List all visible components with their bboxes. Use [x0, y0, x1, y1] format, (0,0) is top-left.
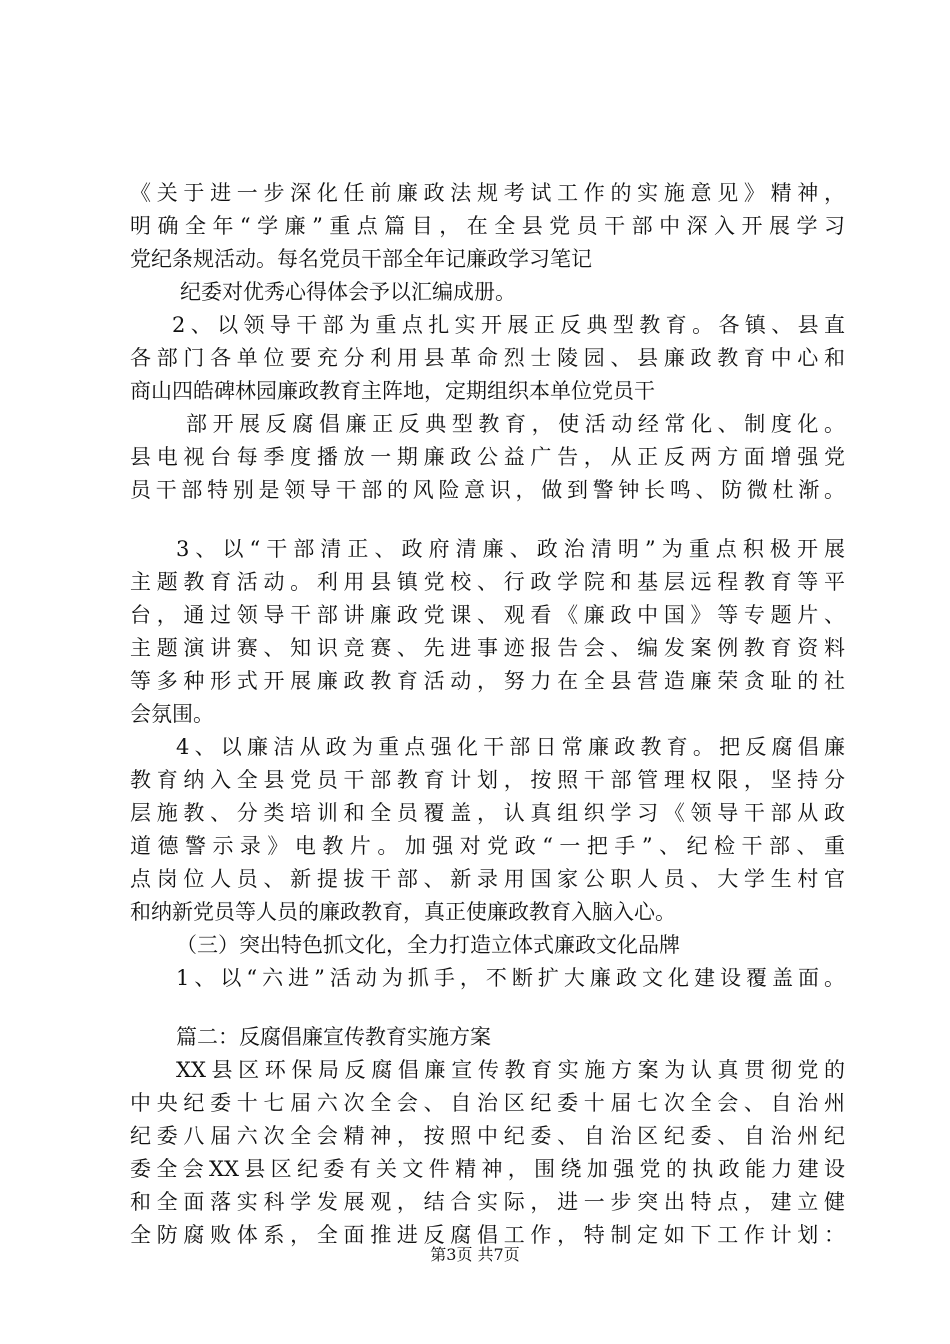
text-line: 会氛围。 [130, 702, 214, 726]
text-line: 商山四皓碑林园廉政教育主阵地，定期组织本单位党员干 [130, 379, 655, 403]
text-line: 和纳新党员等人员的廉政教育，真正使廉政教育入脑入心。 [130, 900, 676, 924]
text-line: 和全面落实科学发展观，结合实际，进一步突出特点，建立健 [130, 1190, 845, 1214]
text-line: 明确全年“学廉”重点篇目，在全县党员干部中深入开展学习 [130, 214, 845, 238]
text-line: 《关于进一步深化任前廉政法规考试工作的实施意见》精神， [130, 181, 845, 205]
text-line: 主题教育活动。利用县镇党校、行政学院和基层远程教育等平 [130, 570, 845, 594]
text-line: XX县区环保局反腐倡廉宣传教育实施方案为认真贯彻党的 [176, 1058, 845, 1082]
text-line: 层施教、分类培训和全员覆盖，认真组织学习《领导干部从政 [130, 801, 845, 825]
text-line: 委全会XX县区纪委有关文件精神，围绕加强党的执政能力建设 [130, 1157, 845, 1181]
text-line: 主题演讲赛、知识竞赛、先进事迹报告会、编发案例教育资料 [130, 636, 845, 660]
text-line: 中央纪委十七届六次全会、自治区纪委十届七次全会、自治州 [130, 1091, 845, 1115]
page-number-footer: 第3页 共7页 [430, 1245, 520, 1264]
text-line: 道德警示录》电教片。加强对党政“一把手”、纪检干部、重 [130, 834, 845, 858]
text-line: 台，通过领导干部讲廉政党课、观看《廉政中国》等专题片、 [130, 603, 845, 627]
text-line: 3、以“干部清正、政府清廉、政治清明”为重点积极开展 [176, 537, 845, 561]
article-title: 篇二：反腐倡廉宣传教育实施方案 [176, 1025, 491, 1049]
text-line: 点岗位人员、新提拔干部、新录用国家公职人员、大学生村官 [130, 867, 845, 891]
section-heading: （三）突出特色抓文化，全力打造立体式廉政文化品牌 [176, 933, 680, 957]
text-line: 纪委八届六次全会精神，按照中纪委、自治区纪委、自治州纪 [130, 1124, 845, 1148]
text-line: 各部门各单位要充分利用县革命烈士陵园、县廉政教育中心和 [130, 346, 845, 370]
text-line: 4、以廉洁从政为重点强化干部日常廉政教育。把反腐倡廉 [176, 735, 845, 759]
text-line: 等多种形式开展廉政教育活动，努力在全县营造廉荣贪耻的社 [130, 669, 845, 693]
text-line: 部开展反腐倡廉正反典型教育，使活动经常化、制度化。 [186, 412, 845, 436]
text-line: 2、以领导干部为重点扎实开展正反典型教育。各镇、县直 [172, 313, 845, 337]
text-line: 教育纳入全县党员干部教育计划，按照干部管理权限，坚持分 [130, 768, 845, 792]
text-line: 党纪条规活动。每名党员干部全年记廉政学习笔记 [130, 247, 592, 271]
text-line: 纪委对优秀心得体会予以汇编成册。 [180, 280, 516, 304]
text-line: 县电视台每季度播放一期廉政公益广告，从正反两方面增强党 [130, 445, 845, 469]
text-line: 1、以“六进”活动为抓手，不断扩大廉政文化建设覆盖面。 [176, 966, 845, 990]
text-line: 全防腐败体系，全面推进反腐倡工作，特制定如下工作计划： [130, 1223, 845, 1247]
text-line: 员干部特别是领导干部的风险意识，做到警钟长鸣、防微杜渐。 [130, 478, 845, 502]
